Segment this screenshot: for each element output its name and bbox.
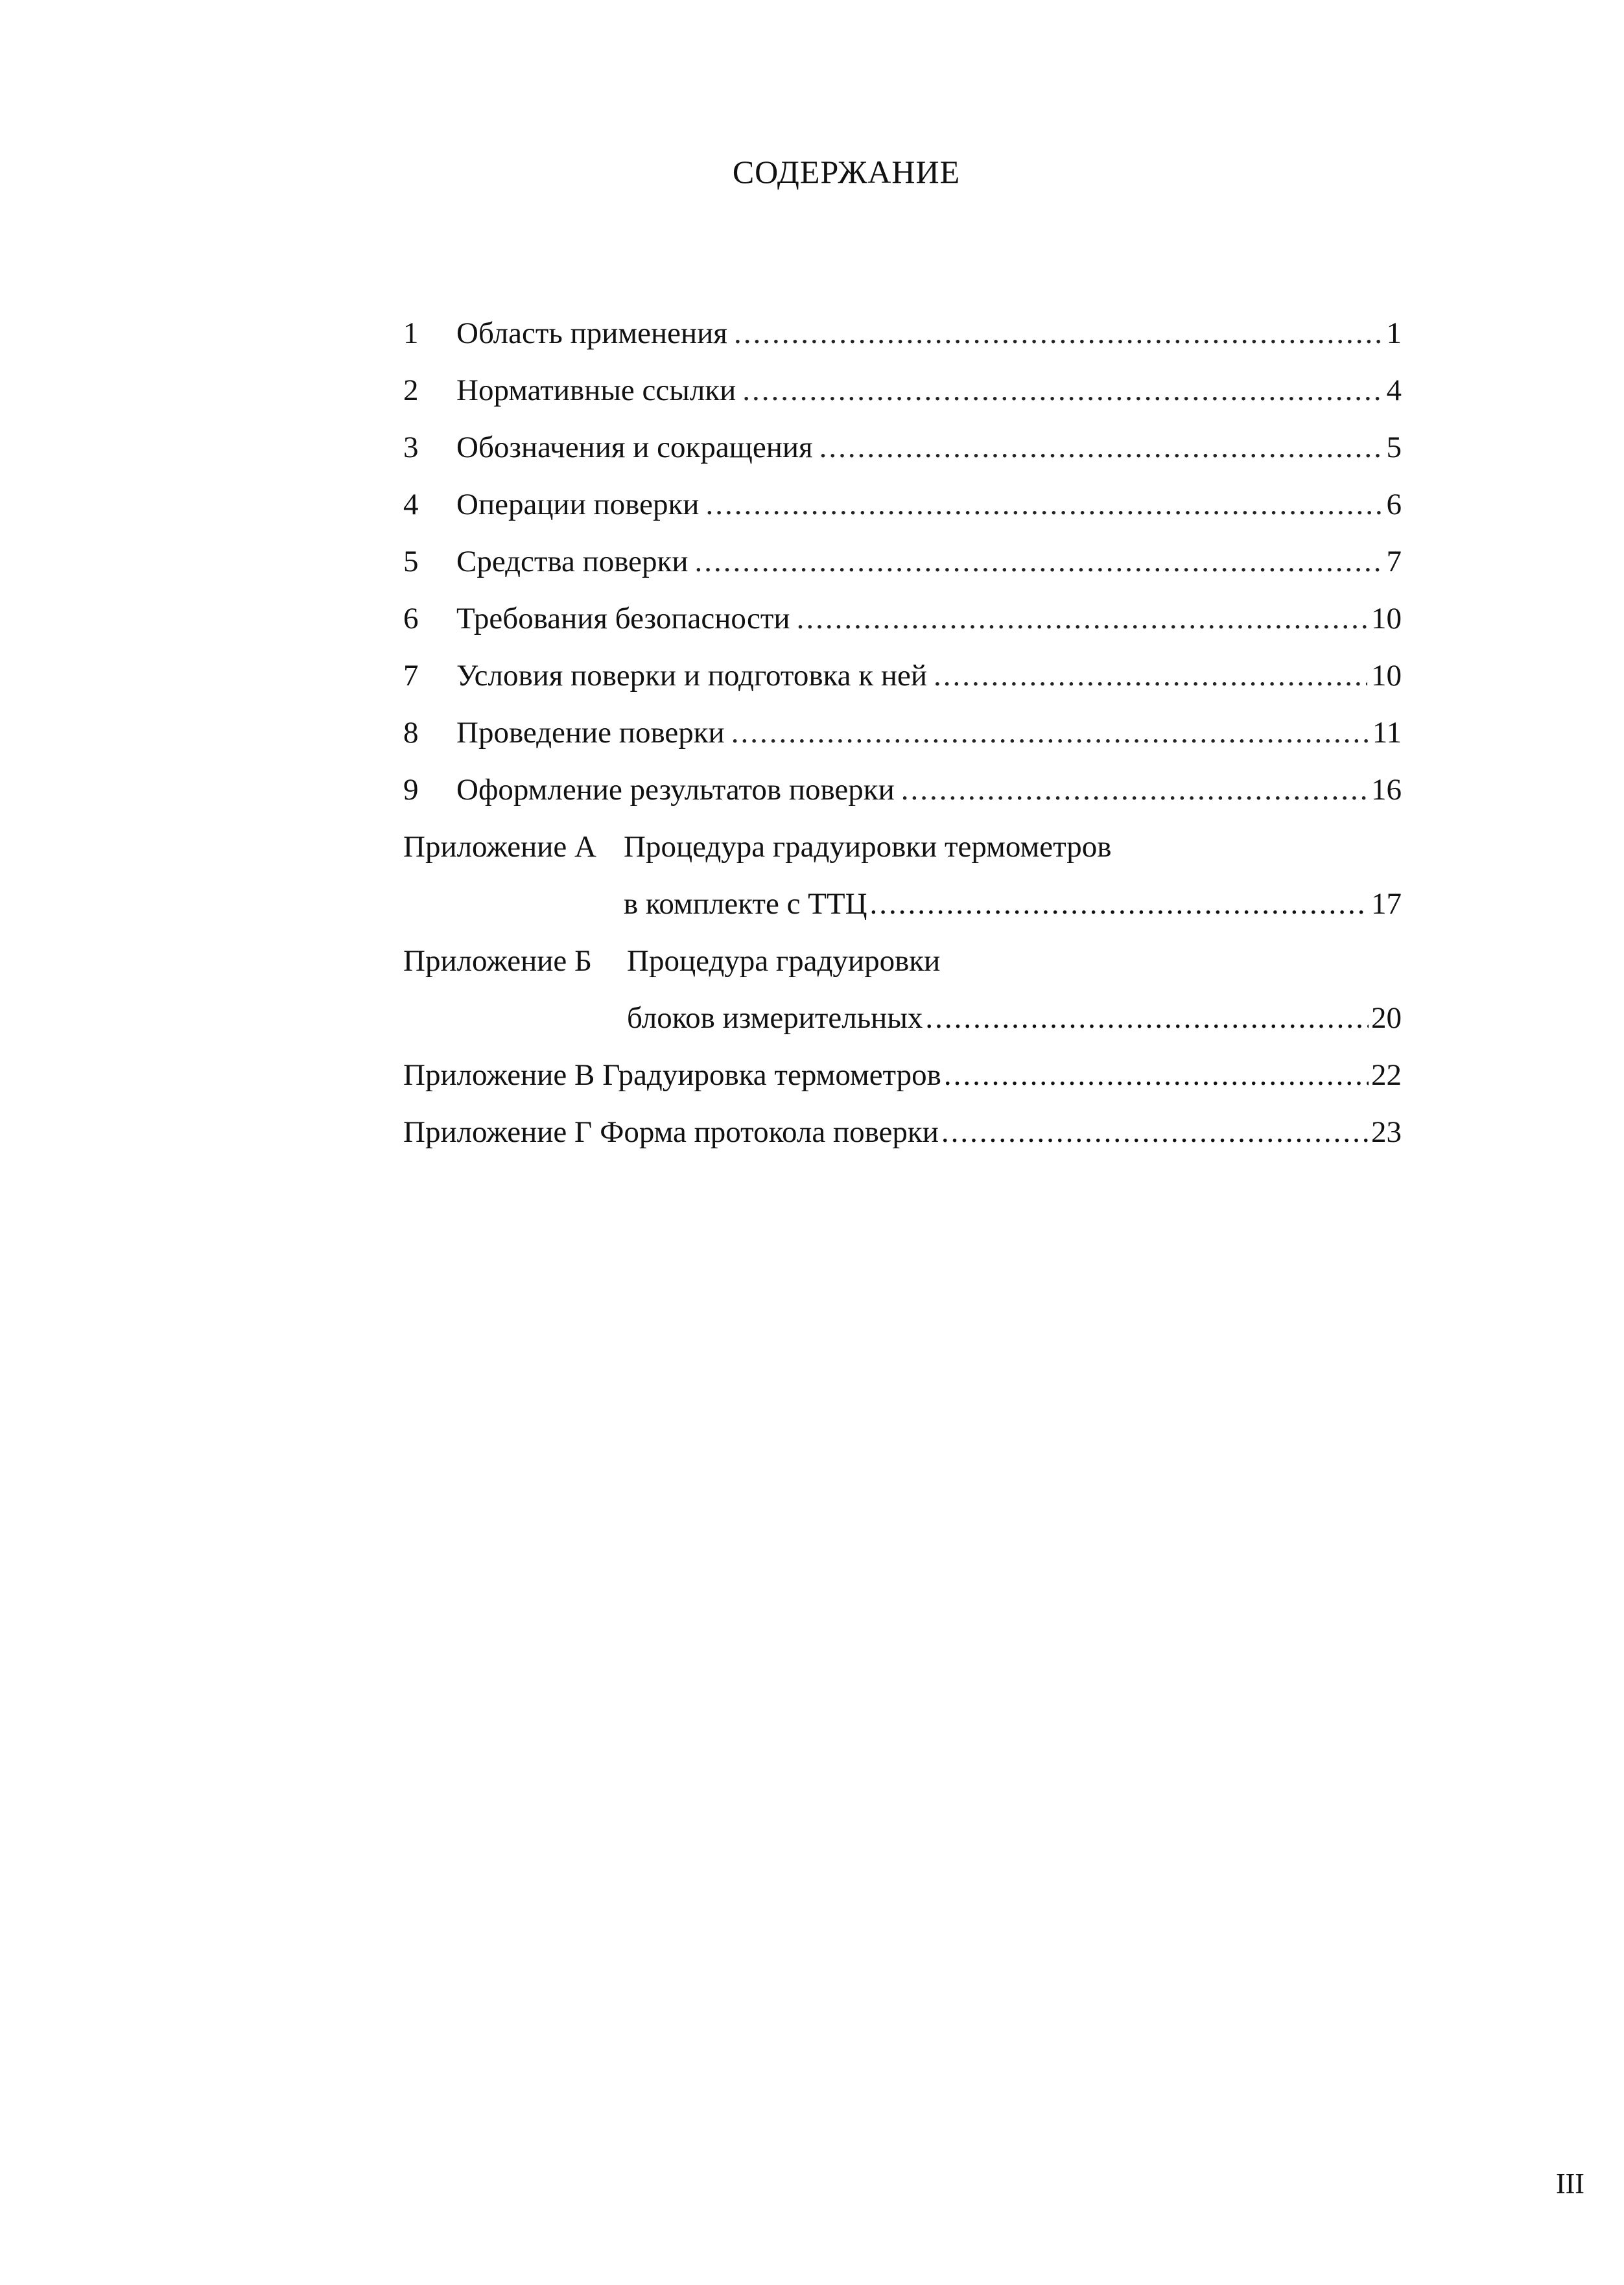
appendix-title: Процедура градуировки термометров (624, 830, 1112, 864)
appendix-page: 23 (1371, 1115, 1402, 1149)
dot-leader (944, 1047, 1369, 1104)
dot-leader (941, 1104, 1369, 1161)
dot-leader (734, 305, 1383, 362)
dot-leader (705, 476, 1382, 533)
dot-leader (695, 533, 1383, 590)
appendix-label: Приложение Г (403, 1115, 593, 1149)
toc-entry (403, 476, 1402, 533)
toc-entry (403, 647, 1402, 704)
dot-leader (870, 875, 1369, 932)
appendix-title: Градуировка термометров (602, 1058, 941, 1092)
appendix-label: Приложение В (403, 1058, 595, 1092)
toc-entry-number: 6 (403, 602, 419, 635)
toc-entry-number: 2 (403, 373, 419, 407)
toc-entry-page: 16 (1371, 773, 1402, 807)
dot-leader (901, 761, 1367, 818)
toc-entry-title: Оформление результатов поверки (456, 773, 895, 807)
dot-leader (797, 590, 1367, 647)
dot-leader (819, 419, 1383, 476)
toc-entry-page: 11 (1372, 716, 1402, 750)
toc-entry (403, 761, 1402, 818)
toc-entry-title: Область применения (456, 316, 727, 350)
toc-entry-number: 4 (403, 488, 419, 521)
toc-entry-page: 7 (1386, 545, 1402, 578)
appendix-title: Процедура градуировки (627, 944, 941, 978)
document-title: СОДЕРЖАНИЕ (732, 154, 961, 190)
toc-entry-page: 10 (1371, 602, 1402, 635)
toc-appendix-g (403, 1104, 1402, 1161)
toc-entry-title: Требования безопасности (456, 602, 790, 635)
toc-entry-title: Средства поверки (456, 545, 688, 578)
appendix-label: Приложение А (403, 830, 596, 864)
appendix-page: 17 (1371, 887, 1402, 921)
toc-entry-page: 5 (1386, 431, 1402, 464)
toc-entry-number: 8 (403, 716, 419, 750)
toc-entry-number: 7 (403, 659, 419, 693)
appendix-page: 22 (1371, 1058, 1402, 1092)
appendix-page: 20 (1371, 1001, 1402, 1035)
toc-entry (403, 305, 1402, 362)
toc-entry (403, 362, 1402, 419)
toc-entry-page: 10 (1371, 659, 1402, 693)
toc-entry-number: 1 (403, 316, 419, 350)
toc-entry (403, 704, 1402, 761)
toc-entry-title: Нормативные ссылки (456, 373, 736, 407)
toc-entry-title: Обозначения и сокращения (456, 431, 813, 464)
dot-leader (934, 647, 1367, 704)
toc-appendix-a-continuation (403, 875, 1402, 932)
toc-appendix-v (403, 1047, 1402, 1104)
appendix-title: Форма протокола поверки (600, 1115, 939, 1149)
dot-leader (925, 989, 1369, 1047)
toc-entry-number: 5 (403, 545, 419, 578)
toc-appendix-b (403, 932, 1402, 989)
toc-entry-number: 9 (403, 773, 419, 807)
toc-appendix-a (403, 818, 1402, 875)
page-number: III (1556, 2168, 1584, 2199)
appendix-label: Приложение Б (403, 944, 592, 978)
toc-entry-title: Проведение поверки (456, 716, 725, 750)
toc-entry-page: 6 (1386, 488, 1402, 521)
toc-entry (403, 533, 1402, 590)
appendix-title-continuation: блоков измерительных (627, 1001, 923, 1035)
toc-entry-number: 3 (403, 431, 419, 464)
toc-appendix-b-continuation (403, 989, 1402, 1047)
appendix-title-continuation: в комплекте с ТТЦ (624, 887, 867, 921)
toc-entry (403, 419, 1402, 476)
toc-entry-title: Операции поверки (456, 488, 700, 521)
table-of-contents (403, 305, 1402, 1161)
dot-leader (742, 362, 1382, 419)
toc-entry (403, 590, 1402, 647)
toc-entry-page: 1 (1386, 316, 1402, 350)
toc-entry-page: 4 (1386, 373, 1402, 407)
toc-entry-title: Условия поверки и подготовка к ней (456, 659, 928, 693)
dot-leader (731, 704, 1369, 761)
